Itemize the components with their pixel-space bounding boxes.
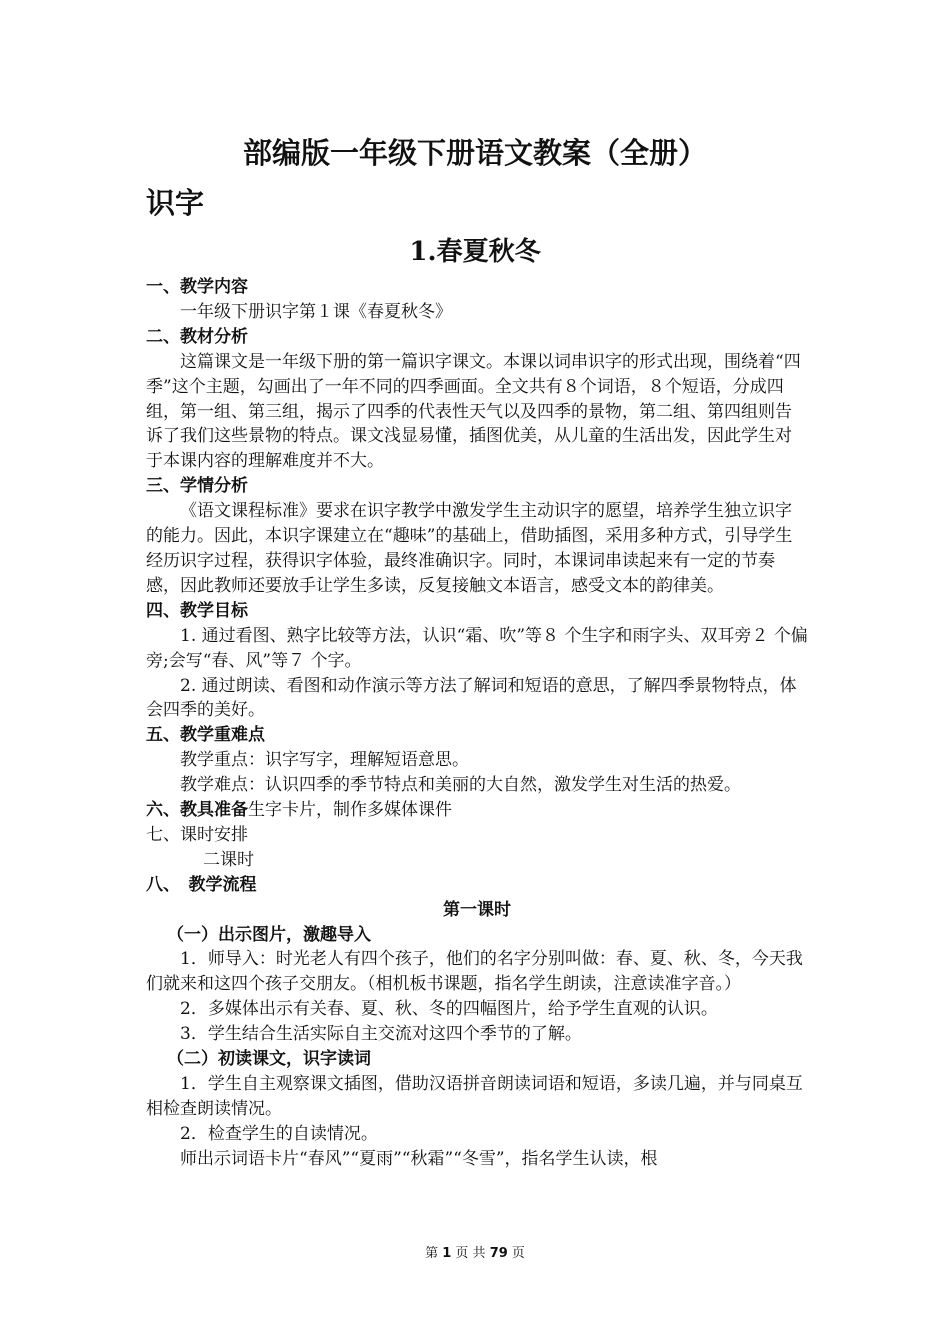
section-paragraph: 2. 通过朗读、看图和动作演示等方法了解词和短语的意思，了解四季景物特点，体会四季的美好。	[146, 675, 797, 721]
section-paragraph: 1．学生自主观察课文插图，借助汉语拼音朗读词语和短语，多读几遍，并与同桌互相检查朗读情况。	[146, 1074, 803, 1119]
section-paragraph: 《语文课程标准》要求在识字教学中激发学生主动识字的愿望，培养学生独立识字的能力。因此，本识字课建立在“趣味”的基础上，借助插图，采用多种方式，引导学生经历识字过程，获得识字体验，最终准确识字。同时，本课词串读起来有一定的节奏感，因此教师还要放手让学生多读，反复接触文本语言，感受文本的韵律美。	[146, 501, 793, 596]
section-heading-goals: 四、教学目标	[146, 600, 248, 621]
section-paragraph: 2．多媒体出示有关春、夏、秋、冬的四幅图片，给予学生直观的认识。	[180, 999, 718, 1020]
section-paragraph: 2．检查学生的自读情况。	[180, 1123, 378, 1144]
document-body	[146, 275, 808, 1172]
section-paragraph: 师出示词语卡片“春风”“夏雨”“秋霜”“冬雪”，指名学生认读，根	[180, 1148, 658, 1169]
document-title: 部编版一年级下册语文教案（全册）	[242, 136, 707, 170]
section-paragraph: 教学难点：认识四季的季节特点和美丽的大自然，激发学生对生活的热爱。	[180, 775, 741, 796]
section-heading-materials: 六、教具准备	[146, 800, 248, 821]
lesson-title: 1.春夏秋冬	[409, 237, 541, 267]
footer-prefix: 第	[425, 1246, 439, 1261]
section-paragraph: 1. 通过看图、熟字比较等方法，认识“霜、吹”等８ 个生字和雨字头、双耳旁２ 个偏旁;会写“春、风”等７ 个字。	[146, 625, 808, 671]
footer-middle: 页 共	[455, 1246, 486, 1261]
page-footer	[0, 1245, 950, 1263]
section-paragraph: 这篇课文是一年级下册的第一篇识字课文。本课以词串识字的形式出现，围绕着“四季”这个主题，勾画出了一年不同的四季画面。全文共有８个词语，８个短语，分成四组，第一组、第三组，揭示了四季的代表性天气以及四季的景物，第二组、第四组则告诉了我们这些景物的特点。课文浅显易懂，插图优美，从儿童的生活出发，因此学生对于本课内容的理解难度并不大。	[146, 351, 801, 472]
section-heading-key-points: 五、教学重难点	[146, 725, 265, 746]
page-number: 1	[442, 1246, 452, 1261]
section-heading-schedule: 七、课时安排	[146, 824, 248, 845]
footer-suffix: 页	[511, 1246, 525, 1261]
section-heading-content: 一、教学内容	[146, 277, 248, 297]
flow-part-heading: （二）初读课文，识字读词	[167, 1049, 371, 1070]
flow-part-heading: （一）出示图片，激趣导入	[167, 924, 371, 945]
section-heading-flow: 八、 教学流程	[146, 874, 257, 895]
unit-title: 识字	[146, 186, 205, 220]
section-paragraph: 一年级下册识字第１课《春夏秋冬》	[180, 301, 452, 322]
section-paragraph: 二课时	[203, 849, 254, 870]
section-paragraph: 1．师导入：时光老人有四个孩子，他们的名字分别叫做：春、夏、秋、冬，今天我们就来和这四个孩子交朋友。（相机板书课题，指名学生朗读，注意读准字音。）	[146, 949, 803, 995]
section-heading-analysis: 二、教材分析	[146, 326, 248, 347]
total-pages: 79	[489, 1246, 508, 1261]
section-paragraph: 3．学生结合生活实际自主交流对这四个季节的了解。	[180, 1024, 582, 1045]
section-paragraph: 教学重点：识字写字，理解短语意思。	[180, 750, 469, 771]
period-title: 第一课时	[443, 899, 511, 920]
materials-text: 生字卡片，制作多媒体课件	[248, 800, 452, 821]
section-materials	[146, 798, 808, 823]
section-heading-students: 三、学情分析	[146, 476, 248, 497]
